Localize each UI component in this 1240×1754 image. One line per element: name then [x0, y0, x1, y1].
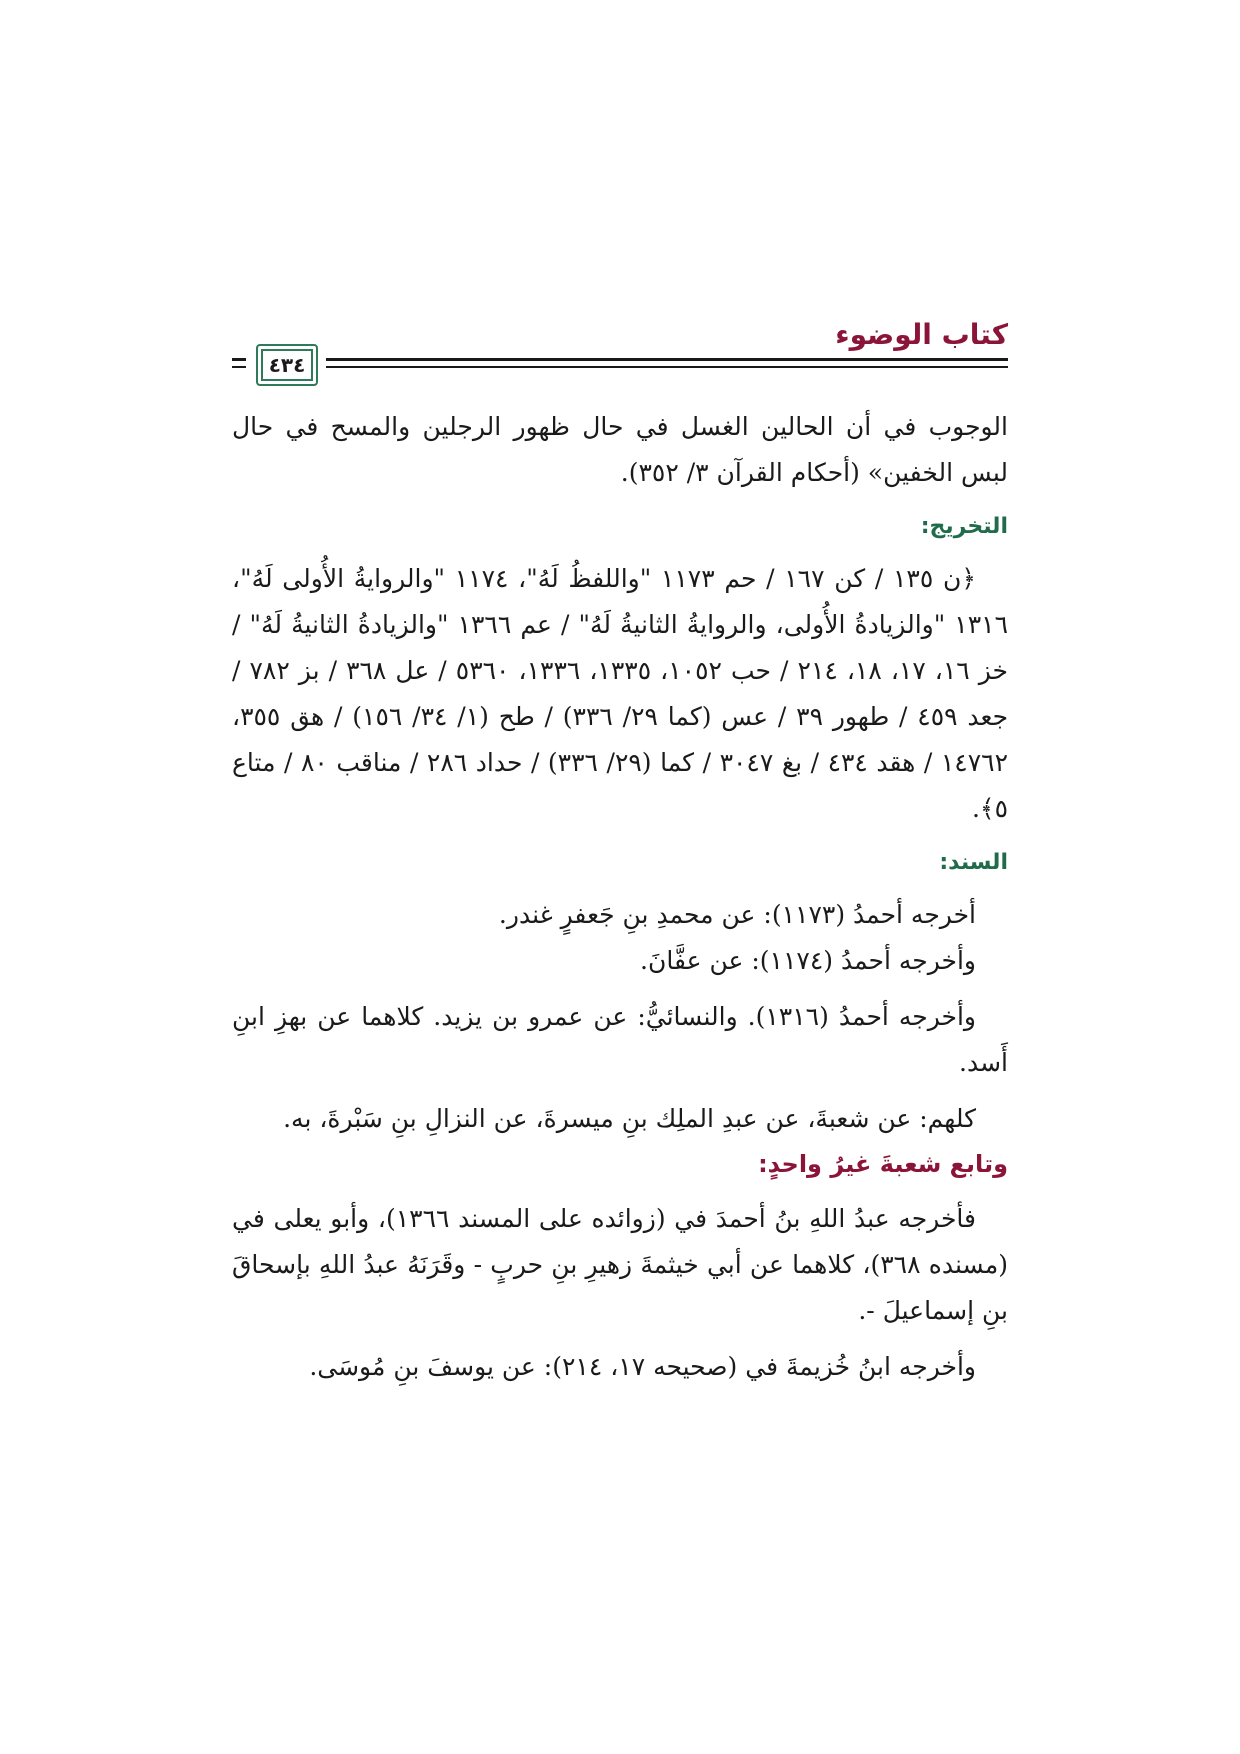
book-title: كتاب الوضوء — [835, 318, 1008, 351]
mutabaa-line-1: فأخرجه عبدُ اللهِ بنُ أحمدَ في (زوائده على المسند ١٣٦٦)، وأبو يعلى في (مسنده ٣٦٨)، كلاهما عن أبي خيثمةَ زهيرِ بنِ حربٍ - وقَرَنَهُ عبدُ اللهِ بإسحاقَ بنِ إسماعيلَ -. — [232, 1204, 1008, 1325]
page-content — [232, 404, 1008, 1390]
continuation-paragraph: الوجوب في أن الحالين الغسل في حال ظهور الرجلين والمسح في حال لبس الخفين» (أحكام القرآن ٣/ ٣٥٢). — [232, 412, 1008, 487]
takhrij-heading: التخريج: — [920, 514, 1008, 539]
header-rule-thin — [232, 366, 1008, 368]
header-rule-thick — [232, 358, 1008, 361]
page-number-badge — [256, 344, 318, 386]
sanad-line-1: أخرجه أحمدُ (١١٧٣): عن محمدِ بنِ جَعفرٍ غندر. — [498, 900, 976, 929]
page-number: ٤٣٤ — [268, 353, 306, 377]
sanad-line-2: وأخرجه أحمدُ (١١٧٤): عن عفَّانَ. — [640, 946, 976, 975]
sanad-heading: السند: — [939, 850, 1008, 875]
takhrij-paragraph: ﴿ن ١٣٥ / كن ١٦٧ / حم ١١٧٣ "واللفظُ لَهُ"، ١١٧٤ "والروايةُ الأُولى لَهُ"، ١٣١٦ "والزيادةُ الأُولى، والروايةُ الثانيةُ لَهُ" / عم ١٣٦٦ "والزيادةُ الثانيةُ لَهُ" / خز ١٦، ١٧، ١٨، ٢١٤ / حب ١٠٥٢، ١٣٣٥، ١٣٣٦، ٥٣٦٠ / عل ٣٦٨ / بز ٧٨٢ / جعد ٤٥٩ / طهور ٣٩ / عس (كما ٢٩/ ٣٣٦) / طح (١/ ٣٤/ ١٥٦) / هق ٣٥٥، ١٤٧٦٢ / هقد ٤٣٤ / بغ ٣٠٤٧ / كما (٢٩/ ٣٣٦) / حداد ٢٨٦ / مناقب ٨٠ / متاع ٥﴾. — [232, 564, 1009, 823]
sanad-line-3: وأخرجه أحمدُ (١٣١٦). والنسائيُّ: عن عمرو بن يزيد. كلاهما عن بهزِ ابنِ أَسد. — [232, 1002, 1008, 1077]
page-header — [232, 318, 1008, 388]
mutabaa-heading: وتابع شعبةَ غيرُ واحدٍ: — [758, 1150, 1008, 1178]
mutabaa-line-2: وأخرجه ابنُ خُزيمةَ في (صحيحه ١٧، ٢١٤): عن يوسفَ بنِ مُوسَى. — [309, 1352, 976, 1381]
sanad-line-4: كلهم: عن شعبةَ، عن عبدِ الملِك بنِ ميسرةَ، عن النزالِ بنِ سَبْرةَ، به. — [283, 1104, 976, 1133]
